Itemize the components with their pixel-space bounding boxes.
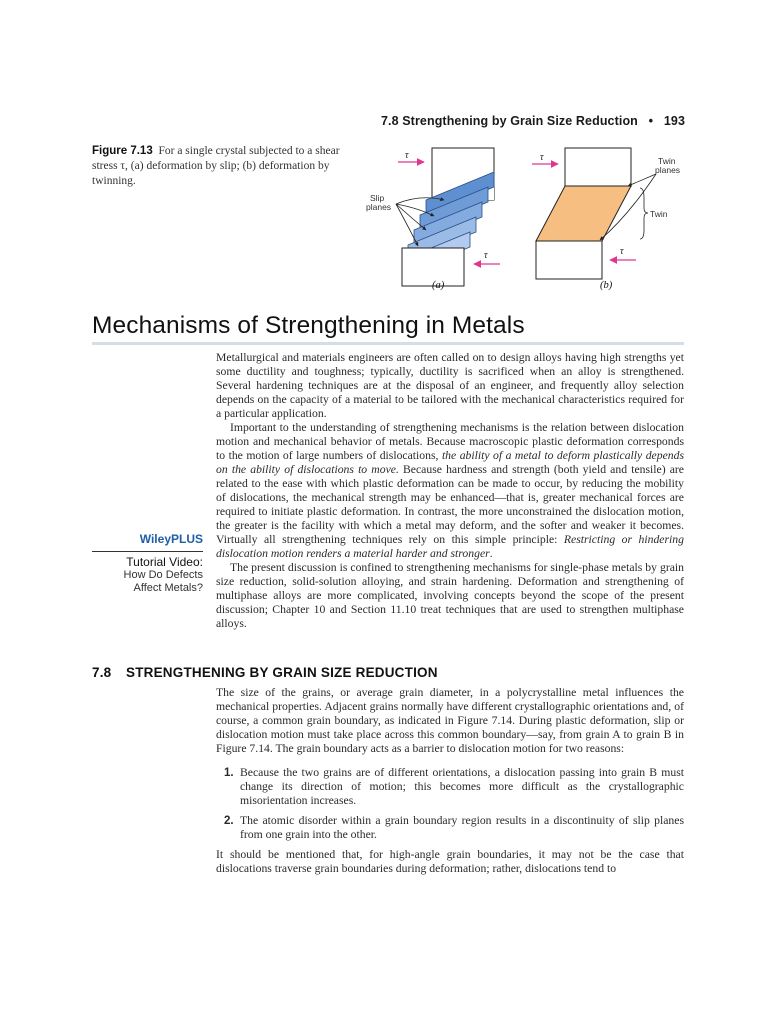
reason-text: Because the two grains are of different orientations, a dislocation passing into grain B must change its direction of motion; this becomes more difficult as the crystallographic misorientation increases.	[240, 766, 684, 807]
slip-planes-label-line2: planes	[366, 202, 392, 212]
tau-label-a-bottom: τ	[484, 250, 488, 261]
slip-diagram	[366, 148, 500, 291]
tutorial-video-link[interactable]: Tutorial Video:	[126, 555, 203, 569]
twin-top-block	[565, 148, 631, 186]
running-head-section: 7.8 Strengthening by Grain Size Reduction	[381, 114, 638, 128]
reason-list	[216, 766, 684, 842]
grain-paragraph-2: It should be mentioned that, for high-angle grain boundaries, it may not be the case that dislocations traverse grain boundaries during deformation; rather, dislocations tend to	[216, 848, 684, 875]
intro-paragraph-1: Metallurgical and materials engineers are often called on to design alloys having high strengths yet some ductility and toughness; typically, ductility is sacrificed when an alloy is strengthened. Several hardening techniques are at the disposal of an engineer, and frequently alloy selection depends on the capacity of a material to be tailored with the mechanical characteristics required for a particular application.	[216, 351, 684, 420]
panel-b-label: (b)	[600, 280, 613, 291]
reason-number: 1.	[224, 767, 234, 779]
intro-p2-part-c: .	[489, 547, 493, 560]
tutorial-video-name-line1: How Do Defects	[123, 569, 203, 581]
title-rule	[92, 342, 684, 345]
section-title: Mechanisms of Strengthening in Metals	[92, 312, 525, 339]
intro-paragraph-3: The present discussion is confined to strengthening mechanisms for single-phase metals by grain size reduction, solid-solution alloying, and strain hardening. Deformation and strengthening of multiphase alloys are more complicated, involving concepts beyond the scope of the present discussion; Chapter 10 and Section 11.10 treat techniques that are used to strengthen multiphase alloys.	[216, 561, 684, 630]
twin-bottom-block	[536, 241, 602, 279]
grain-size-text	[216, 686, 684, 876]
subsection-heading	[92, 665, 438, 680]
wileyplus-sidebar	[92, 532, 203, 595]
reason-text: The atomic disorder within a grain boundary region results in a discontinuity of slip planes from one grain into the other.	[240, 814, 684, 841]
tau-label-b-top: τ	[540, 152, 544, 163]
list-item	[216, 814, 684, 842]
intro-p2-part-a: Important to the understanding of strengthening mechanisms is the relation between dislocation motion and mechanical behavior of metals. Because macroscopic plastic deformation corresponds to the motion of large numbers of dislocations,	[216, 421, 684, 462]
slip-planes-label-line1: Slip	[370, 193, 385, 203]
tutorial-video-name-line2: Affect Metals?	[133, 582, 203, 594]
twin-planes-label-line1: Twin	[658, 156, 676, 166]
grain-paragraph-1: The size of the grains, or average grain diameter, in a polycrystalline metal influences the mechanical properties. Adjacent grains normally have different crystallographic orientations and, of course, a common grain boundary, as indicated in Figure 7.14. During plastic deformation, slip or dislocation motion must take place across this common boundary—say, from grain A to grain B in Figure 7.14. The grain boundary acts as a barrier to dislocation motion for two reasons:	[216, 686, 684, 755]
subsection-title: STRENGTHENING BY GRAIN SIZE REDUCTION	[126, 665, 438, 680]
intro-paragraph-2	[216, 421, 684, 561]
subsection-number: 7.8	[92, 665, 112, 680]
intro-text	[216, 351, 684, 631]
twin-label: Twin	[650, 209, 668, 219]
running-head	[340, 114, 685, 128]
figure-caption	[92, 144, 364, 189]
reason-number: 2.	[224, 815, 234, 827]
list-item	[216, 766, 684, 808]
wileyplus-logo: WileyPLUS	[92, 532, 203, 552]
figure-caption-text: For a single crystal subjected to a shear stress τ, (a) deformation by slip; (b) deformation by twinning.	[92, 145, 340, 187]
figure-caption-label: Figure 7.13	[92, 145, 153, 157]
tau-label-b-bottom: τ	[620, 246, 624, 257]
twin-planes-label-line2: planes	[655, 165, 681, 175]
twin-diagram	[532, 148, 680, 291]
intro-p2-emphasis-1: the ability of a metal to deform plastically depends on the ability of dislocations to move.	[216, 449, 684, 476]
intro-p2-emphasis-2: Restricting or hindering dislocation motion renders a material harder and stronger	[216, 533, 684, 560]
running-head-separator: •	[648, 114, 654, 128]
figure-7-13	[360, 136, 690, 296]
intro-p2-part-b: Because hardness and strength (both yield and tensile) are related to the ease with which plastic deformation can be made to occur, by reducing the mobility of dislocations, the mechanical strength may be enhanced—that is, greater mechanical forces are required to initiate plastic deformation. In contrast, the more unconstrained the dislocation motion, the greater is the facility with which a metal may deform, and the softer and weaker it becomes. Virtually all strengthening techniques rely on this simple principle:	[216, 463, 684, 546]
tau-label-a-top: τ	[405, 150, 409, 161]
panel-a-label: (a)	[432, 280, 445, 291]
page-number: 193	[663, 114, 685, 128]
twin-region	[536, 186, 631, 241]
